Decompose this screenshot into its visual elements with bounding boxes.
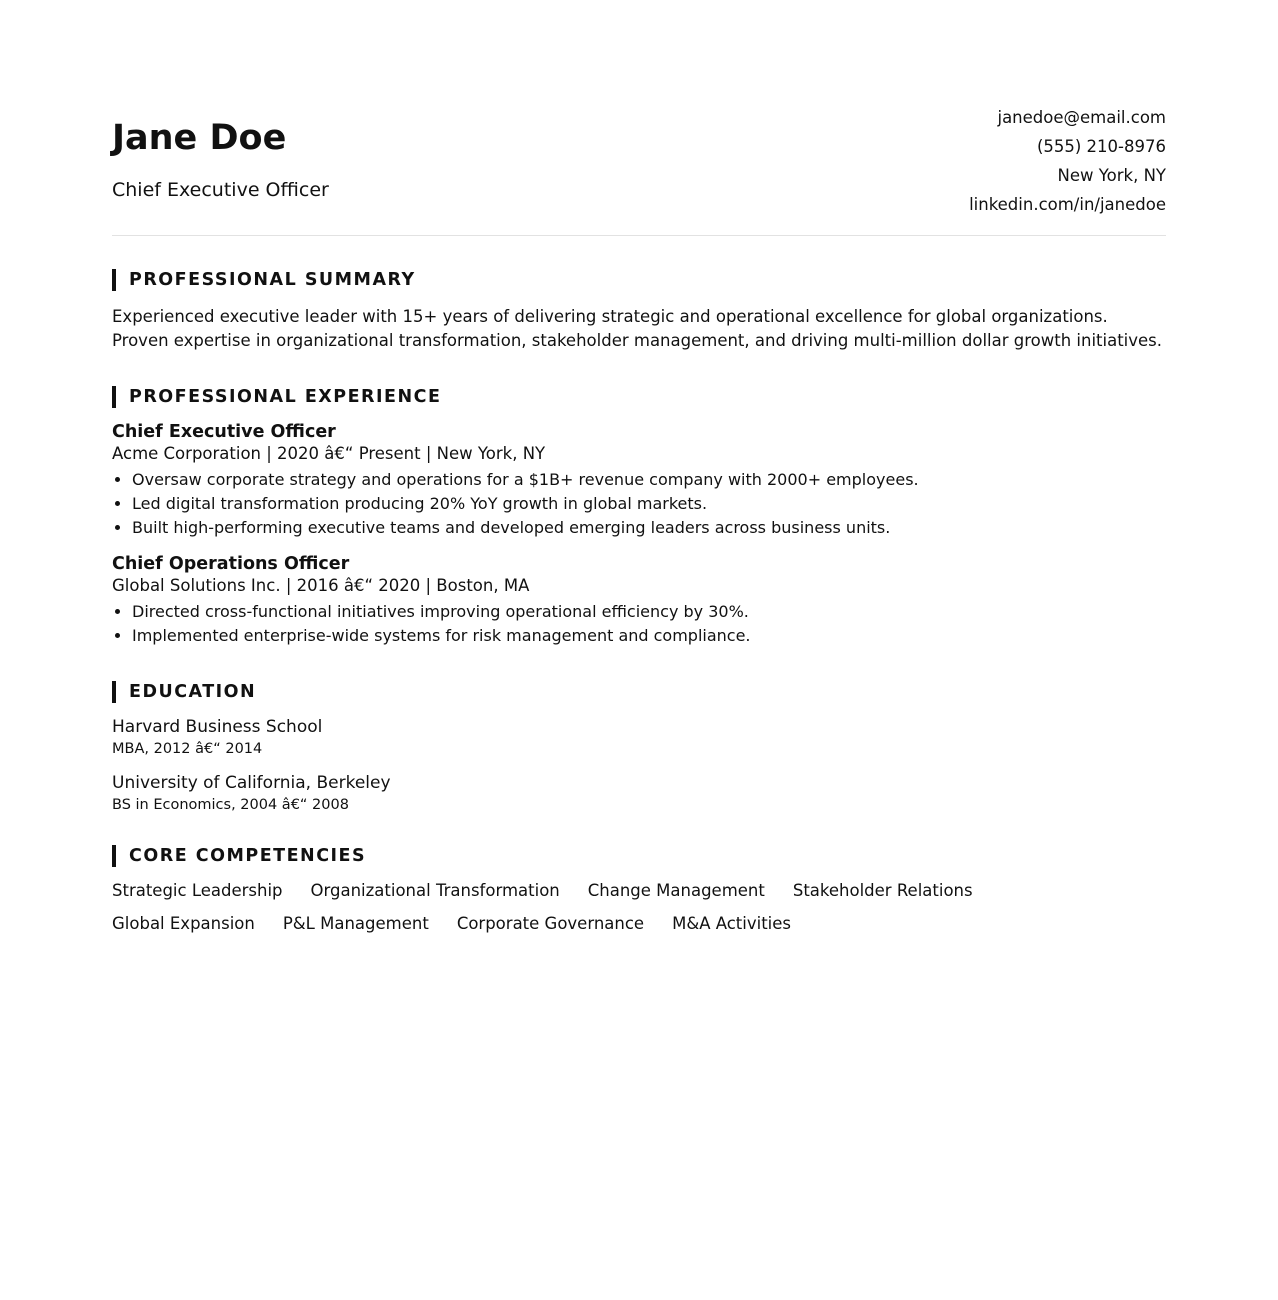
section-heading: EDUCATION — [112, 681, 1166, 703]
contact-linkedin: linkedin.com/in/janedoe — [969, 195, 1166, 214]
candidate-title: Chief Executive Officer — [112, 179, 329, 201]
education-school: University of California, Berkeley — [112, 773, 391, 793]
competency-list — [112, 881, 1072, 933]
job-bullets — [112, 600, 1166, 648]
job-title: Chief Executive Officer — [112, 422, 336, 442]
job-entry — [112, 422, 1166, 540]
education-section — [112, 681, 1166, 813]
candidate-name: Jane Doe — [112, 118, 287, 158]
education-degree: BS in Economics, 2004 â€“ 2008 — [112, 797, 349, 813]
education-entry — [112, 717, 1166, 757]
contact-email: janedoe@email.com — [997, 108, 1166, 127]
education-school: Harvard Business School — [112, 717, 323, 737]
job-meta: Global Solutions Inc. | 2016 â€“ 2020 | Boston, MA — [112, 576, 530, 595]
education-degree: MBA, 2012 â€“ 2014 — [112, 741, 263, 757]
competency-item: Change Management — [587, 881, 765, 900]
summary-section — [112, 269, 1166, 353]
contact-info — [969, 103, 1166, 219]
section-heading: PROFESSIONAL SUMMARY — [112, 269, 1166, 291]
job-bullet: • Oversaw corporate strategy and operations for a $1B+ revenue company with 2000+ employees. — [132, 468, 1166, 492]
competency-item: Corporate Governance — [456, 914, 645, 933]
job-bullet: • Built high-performing executive teams and developed emerging leaders across business units. — [132, 516, 1166, 540]
competency-item: Organizational Transformation — [310, 881, 560, 900]
job-bullets — [112, 468, 1166, 540]
section-heading: CORE COMPETENCIES — [112, 845, 1166, 867]
job-title: Chief Operations Officer — [112, 554, 350, 574]
contact-phone: (555) 210-8976 — [1036, 137, 1166, 156]
job-bullet: • Implemented enterprise-wide systems for risk management and compliance. — [132, 624, 1166, 648]
contact-location: New York, NY — [1057, 166, 1166, 185]
job-entry — [112, 554, 1166, 648]
resume — [112, 0, 1166, 933]
competency-item: Global Expansion — [112, 914, 255, 933]
education-entry — [112, 773, 1166, 813]
competency-item: M&A Activities — [672, 914, 792, 933]
competency-item: Strategic Leadership — [112, 881, 283, 900]
competencies-section — [112, 845, 1166, 933]
job-bullet: • Led digital transformation producing 20% YoY growth in global markets. — [132, 492, 1166, 516]
experience-section — [112, 386, 1166, 648]
competency-item: Stakeholder Relations — [792, 881, 973, 900]
summary-text: Experienced executive leader with 15+ years of delivering strategic and operational excellence for global organizations. Proven expertise in organizational transformation, stakeholder management, and driving multi-million dollar growth initiatives. — [112, 307, 1163, 350]
resume-header — [112, 0, 1166, 236]
job-meta: Acme Corporation | 2020 â€“ Present | New York, NY — [112, 444, 546, 463]
section-heading: PROFESSIONAL EXPERIENCE — [112, 386, 1166, 408]
competency-item: P&L Management — [282, 914, 429, 933]
job-bullet: • Directed cross-functional initiatives improving operational efficiency by 30%. — [132, 600, 1166, 624]
